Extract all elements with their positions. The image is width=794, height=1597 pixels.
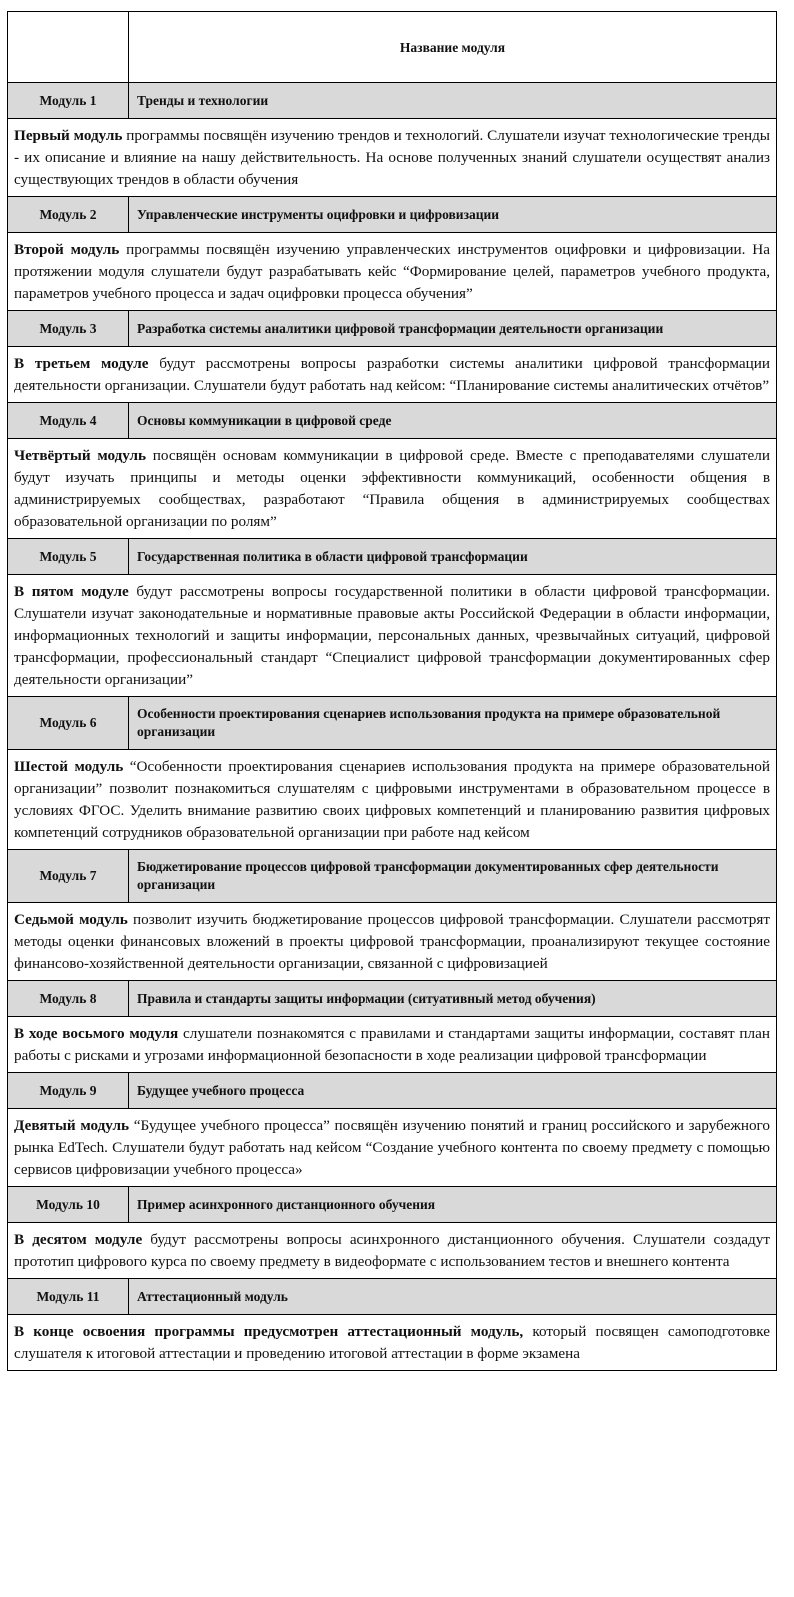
module-header-row xyxy=(8,850,777,903)
module-description xyxy=(8,1017,777,1073)
description-text: программы посвящён изучению трендов и технологий. Слушатели изучат технологические тренды - их описание и влияние на нашу действительность. На основе полученных знаний слушатели осуществят анализ существующих трендов в области обучения xyxy=(14,127,770,188)
module-description-row xyxy=(8,1223,777,1279)
description-text: будут рассмотрены вопросы государственной политики в области цифровой трансформации. Слушатели изучат законодательные и нормативные правовые акты Российской Федерации в области информации, информационных технологий и защиты информации, персональных данных, чрезвычайных ситуаций, цифровой трансформации, профессиональный стандарт “Специалист цифровой трансформации документированных сфер деятельности организации” xyxy=(14,583,771,688)
description-text: программы посвящён изучению управленческих инструментов оцифровки и цифровизации. На протяжении модуля слушатели будут разрабатывать кейс “Формирование целей, параметров учебного продукта, параметров учебного процесса и задач оцифровки процесса обучения” xyxy=(14,241,770,302)
module-title: Будущее учебного процесса xyxy=(129,1073,777,1109)
header-empty-cell xyxy=(8,12,129,83)
module-header-row xyxy=(8,539,777,575)
module-header-row xyxy=(8,1279,777,1315)
module-number: Модуль 2 xyxy=(8,197,129,233)
module-description-row xyxy=(8,439,777,539)
description-lead: В третьем модуле xyxy=(14,355,149,372)
module-number: Модуль 6 xyxy=(8,697,129,750)
module-title: Бюджетирование процессов цифровой трансформации документированных сфер деятельности организации xyxy=(129,850,777,903)
module-description-row xyxy=(8,575,777,697)
module-description xyxy=(8,347,777,403)
module-description-row xyxy=(8,1017,777,1073)
module-number: Модуль 5 xyxy=(8,539,129,575)
module-header-row xyxy=(8,697,777,750)
column-header-module-name: Название модуля xyxy=(129,12,777,83)
module-description xyxy=(8,1315,777,1371)
module-title: Разработка системы аналитики цифровой трансформации деятельности организации xyxy=(129,311,777,347)
module-title: Особенности проектирования сценариев использования продукта на примере образовательной организации xyxy=(129,697,777,750)
description-text: слушатели познакомятся с правилами и стандартами защиты информации, составят план работы с рисками и угрозами информационной безопасности в ходе реализации цифровой трансформации xyxy=(14,1025,770,1064)
module-title: Правила и стандарты защиты информации (ситуативный метод обучения) xyxy=(129,981,777,1017)
module-description-row xyxy=(8,1315,777,1371)
description-lead: Девятый модуль xyxy=(14,1117,130,1134)
description-lead: Второй модуль xyxy=(14,241,120,258)
module-description xyxy=(8,1223,777,1279)
module-title: Основы коммуникации в цифровой среде xyxy=(129,403,777,439)
table-header-row xyxy=(8,12,777,83)
module-header-row xyxy=(8,403,777,439)
description-text: посвящён основам коммуникации в цифровой среде. Вместе с преподавателями слушатели будут изучать принципы и методы оценки эффективности коммуникаций, особенности общения в администрируемых сообществах, разработают “Правила общения в администрируемых сообществах образовательной организации по ролям” xyxy=(14,447,770,530)
module-header-row xyxy=(8,981,777,1017)
module-number: Модуль 4 xyxy=(8,403,129,439)
module-number: Модуль 10 xyxy=(8,1187,129,1223)
description-lead: Первый модуль xyxy=(14,127,123,144)
description-lead: В десятом модуле xyxy=(14,1231,143,1248)
description-text: позволит изучить бюджетирование процессов цифровой трансформации. Слушатели рассмотрят методы оценки финансовых вложений в проекты цифровой трансформации, проанализируют текущее состояние финансово-хозяйственной деятельности организации, связанной с цифровизацией xyxy=(14,911,770,972)
module-title: Государственная политика в области цифровой трансформации xyxy=(129,539,777,575)
module-title: Пример асинхронного дистанционного обучения xyxy=(129,1187,777,1223)
description-text: “Особенности проектирования сценариев использования продукта на примере образовательной организации” позволит познакомиться слушателям с цифровыми инструментами в образовательном процессе в условиях ФГОС. Уделить внимание развитию своих цифровых компетенций и планированию развития цифровых компетенций сотрудников образовательной организации при работе над кейсом xyxy=(14,758,770,841)
module-number: Модуль 11 xyxy=(8,1279,129,1315)
module-description xyxy=(8,439,777,539)
modules-table xyxy=(7,11,777,1371)
module-header-row xyxy=(8,1187,777,1223)
module-description-row xyxy=(8,1109,777,1187)
description-lead: Шестой модуль xyxy=(14,758,124,775)
description-text: который посвящен самоподготовке слушателя к итоговой аттестации и проведению итоговой аттестации в форме экзамена xyxy=(14,1323,771,1362)
module-description-row xyxy=(8,903,777,981)
module-header-row xyxy=(8,1073,777,1109)
module-description xyxy=(8,233,777,311)
module-description xyxy=(8,575,777,697)
description-text: будут рассмотрены вопросы разработки системы аналитики цифровой трансформации деятельности организации. Слушатели будут работать над кейсом: “Планирование системы аналитических отчётов” xyxy=(14,355,770,394)
module-number: Модуль 9 xyxy=(8,1073,129,1109)
description-lead: Седьмой модуль xyxy=(14,911,128,928)
module-description-row xyxy=(8,347,777,403)
module-header-row xyxy=(8,197,777,233)
module-title: Управленческие инструменты оцифровки и цифровизации xyxy=(129,197,777,233)
description-text: будут рассмотрены вопросы асинхронного дистанционного обучения. Слушатели создадут прототип цифрового курса по своему предмету в видеоформате с использованием тестов и внешнего контента xyxy=(14,1231,770,1270)
module-description xyxy=(8,1109,777,1187)
module-description-row xyxy=(8,750,777,850)
module-number: Модуль 7 xyxy=(8,850,129,903)
module-description xyxy=(8,903,777,981)
module-title: Аттестационный модуль xyxy=(129,1279,777,1315)
description-text: “Будущее учебного процесса” посвящён изучению понятий и границ российского и зарубежного рынка EdTech. Слушатели будут работать над кейсом “Создание учебного контента по своему предмету с помощью сервисов цифровизации учебного процесса» xyxy=(14,1117,770,1178)
module-number: Модуль 3 xyxy=(8,311,129,347)
description-lead: В конце освоения программы предусмотрен аттестационный модуль, xyxy=(14,1323,524,1340)
module-number: Модуль 8 xyxy=(8,981,129,1017)
module-description xyxy=(8,750,777,850)
module-description xyxy=(8,119,777,197)
module-description-row xyxy=(8,119,777,197)
module-title: Тренды и технологии xyxy=(129,83,777,119)
module-header-row xyxy=(8,83,777,119)
module-header-row xyxy=(8,311,777,347)
description-lead: Четвёртый модуль xyxy=(14,447,147,464)
module-description-row xyxy=(8,233,777,311)
module-number: Модуль 1 xyxy=(8,83,129,119)
description-lead: В ходе восьмого модуля xyxy=(14,1025,179,1042)
description-lead: В пятом модуле xyxy=(14,583,129,600)
